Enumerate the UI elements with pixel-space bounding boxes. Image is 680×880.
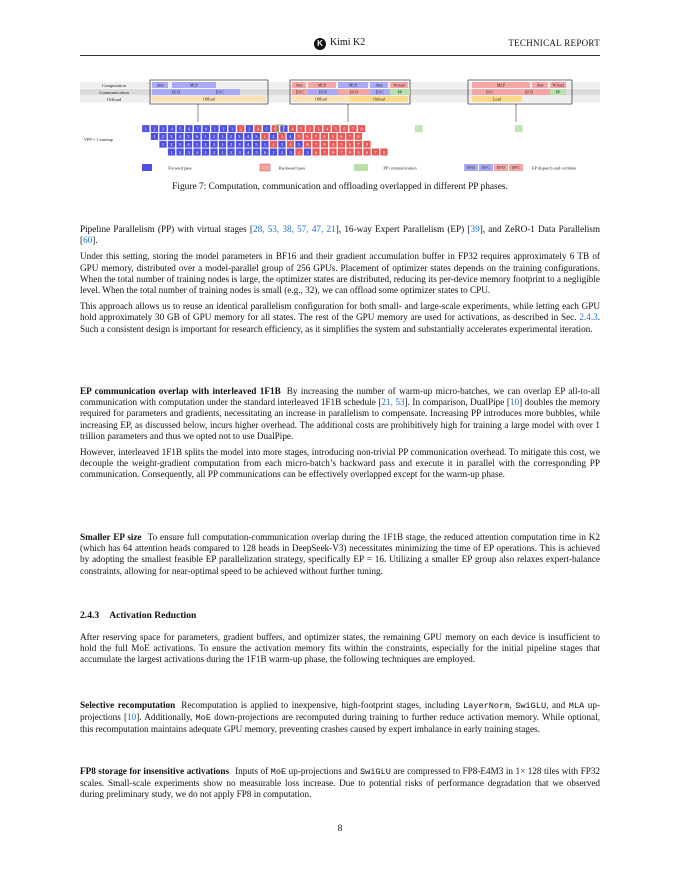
pipeline-cell-label: 7 [314,134,317,140]
pipeline-cell-label: 3 [187,149,190,155]
section-selective-recompute [80,700,600,741]
pipeline-cell-label: 1 [204,149,207,155]
runin-heading: Selective recomputation [80,700,176,710]
pipeline-cell-label: 6 [365,149,369,155]
pipeline-cell-label: 5 [179,126,182,132]
segment-label: EP C [485,89,495,95]
pipeline-cell-label: 4 [178,134,181,140]
legend-swatch [260,164,270,171]
paragraph-memory: Under this setting, storing the model parameters in BF16 and their gradient accumulation buffer in FP32 requires approximately 6 TB of GPU memory, distributed over a model-parallel group of 256 GPUs. Placement of optimizer states depends on the training configurations. When the total number of training nodes is large, the optimizer states are distributed, reducing its per-device memory footprint to a negligible level. When the total number of training nodes is small (e.g., 32), we can offload some optimizer states to CPU. [80,251,600,296]
pipeline-cell-label: 2 [229,142,233,147]
section-link[interactable]: 2.4.3 [579,312,598,323]
pipeline-cell-label: 3 [178,142,182,147]
pipeline-cell-label: 4 [289,134,292,140]
pipeline-cell-label: 4 [170,126,173,132]
pipeline-cell-label: 3 [170,134,173,140]
pipeline-cell-label: 8 [382,149,386,155]
pipeline-cell-label: 4 [325,126,329,132]
pipeline-cell-label: 3 [238,149,241,155]
pipeline-cell-label: 2 [308,126,311,132]
legend-label: EP C [482,166,490,171]
citation-link[interactable]: 28, 53, 38, 57, 47, 21 [252,224,336,234]
vpp-label: VPP = 1 warmup [84,137,113,142]
pipeline-cell-label: 5 [306,149,309,155]
segment-label: PP [397,89,403,95]
pipeline-cell-label: 1 [272,149,275,155]
runin-heading: FP8 storage for insensitive activations [80,766,230,776]
citation-link[interactable]: 21, 53 [381,397,405,408]
pipeline-cell-label: 2 [212,149,216,155]
pipeline-cell-label: 2 [153,126,156,132]
pipeline-cell-label: 6 [314,149,318,155]
paragraph-selective-recompute: Selective recomputation Recomputation is applied to inexpensive, high-footprint stages, including LayerNorm, SwiGLU, and MLA up-projections [10]. Additionally, MoE down-projections are recomputed during training to further reduce activation memory. While optional, this recomputation maintains adequate GPU memory, preventing crashes caused by expert imbalance in early training stages. [80,700,600,735]
document-title: Kimi K2 [330,37,366,48]
runin-heading: Smaller EP size [80,532,142,542]
legend-swatch [354,164,368,171]
pipeline-cell-label: 2 [178,149,182,155]
pipeline-cell-label: 2 [229,149,233,155]
pipeline-cell-label: 1 [263,134,266,140]
pipeline-cell-label: 1 [231,126,234,132]
segment-label: EP D [171,89,181,95]
subsection-title: Activation Reduction [109,610,197,621]
pipeline-cell-label: 7 [323,149,326,155]
pipeline-cell-label: 1 [170,149,173,155]
segment-label: EP C [375,89,385,95]
pipeline-cell-label: 3 [317,126,320,132]
pipeline-cell-label: 6 [348,142,352,147]
pipeline-cell-label: 4 [246,142,250,147]
pipeline-cell-label: 3 [238,134,241,140]
pipeline-cell-label: 2 [204,142,207,147]
page-header [80,38,600,52]
segment-label: Onload [373,96,385,102]
legend-label: EP D [497,166,505,171]
paragraph-parallelism: Pipeline Parallelism (PP) with virtual stages [28, 53, 38, 57, 47, 21], 16-way Expert Parallelism (EP) [39], and ZeRO-1 Data Parallelism [60]. [80,224,601,246]
legend-swatch [142,164,152,171]
highlight-cell [415,125,423,132]
pipeline-cell-label: 4 [291,126,294,132]
pipeline-cell-label: 4 [246,134,249,140]
paragraph-smaller-ep: Smaller EP size To ensure full computation-communication overlap during the 1F1B stage, the reduced attention computation time in K2 (which has 64 attention heads compared to 128 heads in DeepSeek-V3) necessitates minimizing the time of EP operations. This is achieved by adopting the smallest feasible EP parallelization strategy, specifically EP = 16. Utilizing a smaller EP group also relaxes expert-balance constraints, allowing for near-optimal speed to be achieved without further tuning. [80,532,600,576]
pipeline-cell-label: 4 [297,149,301,155]
pipeline-cell-label: 3 [289,149,292,155]
header-rule [80,55,600,56]
pipeline-cell-label: 4 [289,142,292,147]
pipeline-cell-label: 5 [187,134,190,140]
pipeline-cell-label: 8 [323,142,326,147]
pipeline-cell-label: 2 [212,134,215,140]
segment-label: Attn [375,82,383,88]
segment-label: EP C [215,89,225,95]
segment-label: EP C [295,89,305,95]
pipeline-cell-label: 2 [239,126,242,132]
pipeline-cell-label: 6 [343,126,346,132]
pipeline-cell-label: 5 [265,126,268,132]
pipeline-cell-label: 7 [348,134,351,140]
segment-label: PP [555,89,561,95]
segment-label: EP D [349,89,359,95]
pipeline-cell-label: 5 [357,149,360,155]
pipeline-cell-label: 5 [255,149,258,155]
section-ep-overlap [80,386,600,486]
pipeline-cell-label: 2 [222,126,225,132]
pipeline-cell-label: 1 [144,126,147,132]
paragraph-config: This approach allows us to reuse an identical parallelism configuration for both small- and large-scale experiments, while letting each GPU hold approximately 30 GB of GPU memory for all states. The rest of the GPU memory are used for activations, as described in Sec. 2.4.3. Such a consistent design is important for research efficiency, as it simplifies the system and substantially accelerates experimental iteration. [80,301,600,334]
pipeline-cell-label: 1 [221,134,224,140]
pipeline-cell-label: 7 [357,142,360,147]
pipeline-cell-label: 4 [195,149,199,155]
pipeline-cell-label: 8 [357,134,360,140]
pipeline-cell-label: 1 [221,142,224,147]
highlight-cell [515,125,523,132]
pipeline-cell-label: 6 [195,134,198,140]
pipeline-cell-label: 6 [306,134,309,140]
legend-label: EP D [467,166,475,171]
segment-label: Load [492,96,502,102]
pipeline-cell-label: 6 [340,134,343,140]
segment-label: Attn [156,82,164,88]
pipeline-cell-label: 6 [187,126,191,132]
pipeline-cell-label: 3 [280,142,284,147]
kimi-logo-icon: K [314,38,326,50]
pipeline-cell-label: 5 [255,142,258,147]
paragraph-fp8-storage: FP8 storage for insensitive activations Inputs of MoE up-projections and SwiGLU are compressed to FP8-E4M3 in 1× 128 tiles with FP32 scales. Small-scale experiments show no measurable loss increase. Due to potential risks of performance degradation that we observed during preliminary study, we do not apply FP8 in computation. [80,766,601,800]
citation-link[interactable]: 60 [83,235,93,246]
paragraph-ep-overlap: EP communication overlap with interleaved 1F1B By increasing the number of warm-up micro-batches, we can overlap EP all-to-all communication with computation under the standard interleaved 1F1B schedule [21, 53]. In comparison, DualPipe [10] doubles the memory required for parameters and gradients, necessitating an increase in parallelism to compensate. Increasing PP introduces more bubbles, while increasing EP, as discussed below, incurs higher overhead. The additional costs are prohibitively high for training a large model with over 1 trillion parameters and thus we opted not to use DualPipe. [80,386,600,441]
legend-label: EP C [512,166,520,171]
pipeline-cell-label: 5 [255,134,258,140]
citation-link[interactable]: 10 [127,712,137,723]
pipeline-cell-label: 7 [196,126,199,132]
pipeline-cell-label: 8 [365,142,369,147]
segment-label: EP D [524,89,534,95]
citation-link[interactable]: 39 [470,224,480,234]
pipeline-cell-label: 5 [297,134,300,140]
pipeline-cell-label: 2 [170,142,173,147]
pipeline-cell-label: 1 [161,142,165,147]
citation-link[interactable]: 10 [509,397,520,408]
pipeline-cell-label: 4 [256,126,260,132]
segment-label: Offload [202,96,216,102]
legend-label: Backward pass [278,165,306,171]
pipeline-cell-label: 1 [213,126,216,132]
segment-label: MLP [317,82,327,88]
segment-label: Attn [295,82,303,88]
figure-caption: Figure 7: Computation, communication and offloading overlapped in different PP phases. [172,182,508,192]
pipeline-cell-label: 7 [374,149,377,155]
pipeline-cell-label: 4 [331,142,335,147]
pipeline-cell-label: 8 [348,149,352,155]
runin-heading: EP communication overlap with interleaved 1F1B [80,386,281,396]
pipeline-cell-label: 7 [282,126,285,132]
running-head: TECHNICAL REPORT [508,38,600,48]
pipeline-cell-label: 8 [360,126,363,132]
pipeline-cell-label: 6 [274,126,277,132]
segment-label: MLP [189,82,199,88]
pipeline-cell-label: 5 [331,134,334,140]
section-smaller-ep [80,532,600,582]
pipeline-cell-label: 8 [205,126,208,132]
segment-label: EP D [318,89,328,95]
pipeline-cell-label: 2 [229,134,232,140]
pipeline-cell-label: 1 [195,142,199,147]
row-label: Communication [99,90,129,95]
pipeline-cell-label: 8 [323,134,326,140]
legend-label: PP communication [383,165,417,171]
pipeline-cell-label: 1 [153,134,156,140]
section-activation [80,632,600,671]
pipeline-cell-label: 6 [263,149,267,155]
page-number: 8 [337,824,343,834]
pipeline-cell-label: 3 [161,126,165,132]
paragraph-activation: After reserving space for parameters, gradient buffers, and optimizer states, the remaining GPU memory on each device is insufficient to hold the full MoE activations. To ensure the activation memory fits within the constraints, especially for the initial pipeline stages that accumulate the largest activations during the 1F1B warm-up phase, the following techniques are employed. [80,632,600,665]
subsection-number: 2.4.3 [80,610,100,621]
pipeline-cell-label: 5 [334,126,337,132]
segment-label: Offload [314,96,328,102]
row-label: Offload [106,97,122,102]
pipeline-cell-label: 5 [300,126,303,132]
pipeline-cell-label: 3 [248,126,251,132]
segment-label: W.load [393,82,405,88]
pipeline-cell-label: 1 [263,142,267,147]
segment-label: MLP [348,82,358,88]
paragraph-interleaved: However, interleaved 1F1B splits the model into more stages, introducing non-trivial PP communication overhead. To mitigate this cost, we decouple the weight-gradient computation from each micro-batch’s backward pass and execute it in parallel with the corresponding PP communication. Consequently, all PP communications can be effectively overlapped except for the warm-up phase. [80,447,600,480]
pipeline-cell-label: 6 [306,142,309,147]
pipeline-cell-label: 5 [297,142,301,147]
legend-label: Forward pass [168,165,192,171]
pipeline-cell-label: 7 [314,142,318,147]
pipeline-cell-label: 1 [221,149,224,155]
pipeline-cell-label: 5 [340,142,343,147]
segment-label: MLP [496,82,506,88]
segment-label: W.load [552,82,564,88]
pipeline-cell-label: 7 [351,126,355,132]
subsection-heading [80,610,600,621]
row-label: Computation [102,83,126,88]
pipeline-cell-label: 3 [280,134,283,140]
legend-label: EP dispatch and combine [531,165,577,171]
pipeline-cell-label: 4 [187,142,190,147]
pipeline-cell-label: 2 [272,142,275,147]
pipeline-cell-label: 8 [331,149,335,155]
pipeline-cell-label: 4 [246,149,250,155]
pipeline-cell-label: 2 [161,134,164,140]
pipeline-cell-label: 1 [204,134,207,140]
pipeline-cell-label: 7 [340,149,343,155]
body-text-top [80,224,600,340]
pipeline-cell-label: 2 [280,149,284,155]
pipeline-cell-label: 2 [272,134,275,140]
segment-label: Attn [536,82,544,88]
pipeline-schedule-figure [80,76,600,176]
section-fp8-storage [80,766,600,806]
pipeline-cell-label: 3 [212,142,216,147]
pipeline-cell-label: 3 [238,142,241,147]
